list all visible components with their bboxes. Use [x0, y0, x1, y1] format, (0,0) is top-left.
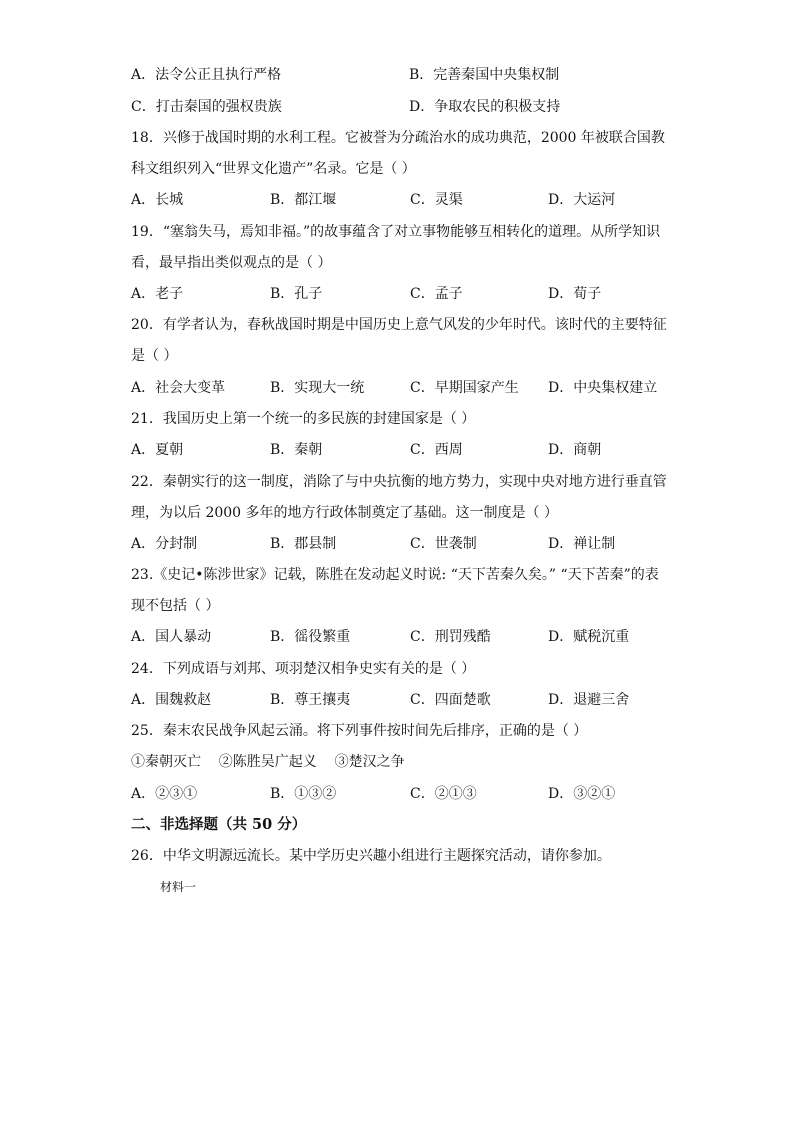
q24-option-d: D．退避三舍 — [548, 692, 630, 708]
q18-stem-line2: 科文组织列入“世界文化遗产”名录。它是（ ） — [131, 161, 416, 177]
q25-events: ①秦朝灭亡 ②陈胜吴广起义 ③楚汉之争 — [131, 754, 405, 770]
q20-option-b: B．实现大一统 — [270, 380, 365, 396]
q19-stem-line1: 19．“塞翁失马，焉知非福。”的故事蕴含了对立事物能够互相转化的道理。从所学知识 — [131, 224, 661, 240]
q25-option-b: B．①③② — [270, 786, 337, 802]
q19-option-a: A．老子 — [131, 286, 184, 302]
q21-stem-line1: 21．我国历史上第一个统一的多民族的封建国家是（ ） — [131, 411, 476, 427]
q22-option-a: A．分封制 — [131, 536, 198, 552]
q21-option-d: D．商朝 — [548, 442, 602, 458]
q18-option-d: D．大运河 — [548, 192, 616, 208]
q26-material-label: 材料一 — [160, 880, 197, 894]
q23-option-c: C．刑罚残酷 — [410, 629, 491, 645]
q21-option-a: A．夏朝 — [131, 442, 184, 458]
q17-option-b: B．完善秦国中央集权制 — [409, 67, 560, 83]
q19-option-b: B．孔子 — [270, 286, 323, 302]
q20-stem-line1: 20．有学者认为，春秋战国时期是中国历史上意气风发的少年时代。该时代的主要特征 — [131, 317, 667, 333]
q25-option-c: C．②①③ — [410, 786, 477, 802]
q23-stem-line2: 现不包括（ ） — [131, 598, 220, 614]
q25-stem-line1: 25．秦末农民战争风起云涌。将下列事件按时间先后排序，正确的是（ ） — [131, 723, 588, 739]
q20-option-c: C．早期国家产生 — [410, 380, 519, 396]
q18-option-a: A．长城 — [131, 192, 184, 208]
q25-option-d: D．③②① — [548, 786, 616, 802]
q22-option-c: C．世袭制 — [410, 536, 477, 552]
q18-stem-line1: 18．兴修于战国时期的水利工程。它被誉为分疏治水的成功典范，2000 年被联合国教 — [131, 130, 665, 146]
q26-stem-line1: 26．中华文明源远流长。某中学历史兴趣小组进行主题探究活动，请你参加。 — [131, 848, 611, 864]
q23-stem-line1: 23.《史记•陈涉世家》记载，陈胜在发动起义时说: “天下苦秦久矣。” “天下苦秦”的表 — [131, 567, 659, 583]
q23-option-a: A．国人暴动 — [131, 629, 212, 645]
q24-option-a: A．围魏救赵 — [131, 692, 212, 708]
q22-option-b: B．郡县制 — [270, 536, 337, 552]
q24-option-c: C．四面楚歌 — [410, 692, 491, 708]
q20-option-d: D．中央集权建立 — [548, 380, 658, 396]
q23-option-d: D．赋税沉重 — [548, 629, 630, 645]
q20-option-a: A．社会大变革 — [131, 380, 226, 396]
q22-stem-line1: 22．秦朝实行的这一制度，消除了与中央抗衡的地方势力，实现中央对地方进行垂直管 — [131, 474, 667, 490]
q22-option-d: D．禅让制 — [548, 536, 616, 552]
q20-stem-line2: 是（ ） — [131, 348, 178, 364]
q25-option-a: A．②③① — [131, 786, 198, 802]
q18-option-c: C．灵渠 — [410, 192, 463, 208]
q19-option-d: D．荀子 — [548, 286, 602, 302]
q17-option-a: A．法令公正且执行严格 — [131, 67, 282, 83]
q19-stem-line2: 看，最早指出类似观点的是（ ） — [131, 255, 332, 271]
section2-title: 二、非选择题（共 50 分） — [131, 816, 307, 833]
q18-option-b: B．都江堰 — [270, 192, 337, 208]
q17-option-d: D．争取农民的积极支持 — [409, 99, 561, 115]
q23-option-b: B．徭役繁重 — [270, 629, 351, 645]
q17-option-c: C．打击秦国的强权贵族 — [131, 99, 282, 115]
q24-stem-line1: 24．下列成语与刘邦、项羽楚汉相争史实有关的是（ ） — [131, 661, 476, 677]
q24-option-b: B．尊王攘夷 — [270, 692, 351, 708]
q21-option-b: B．秦朝 — [270, 442, 323, 458]
q19-option-c: C．孟子 — [410, 286, 463, 302]
q21-option-c: C．西周 — [410, 442, 463, 458]
q22-stem-line2: 理，为以后 2000 多年的地方行政体制奠定了基础。这一制度是（ ） — [131, 505, 558, 521]
